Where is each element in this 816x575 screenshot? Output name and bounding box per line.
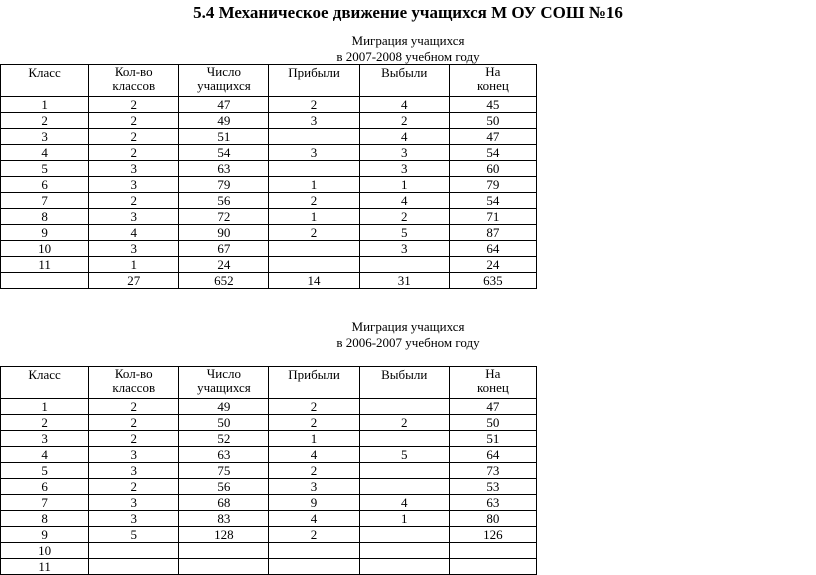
table-cell: 2 (359, 113, 449, 129)
table-cell: 8 (1, 511, 89, 527)
table-row (1, 479, 537, 495)
table-cell: 4 (1, 145, 89, 161)
table-cell: 64 (449, 447, 536, 463)
table-cell: 87 (449, 225, 536, 241)
table-cell: 1 (89, 257, 179, 273)
table-cell: 68 (179, 495, 269, 511)
table-cell: 10 (1, 543, 89, 559)
table-cell: 31 (359, 273, 449, 289)
table-cell: 3 (269, 479, 359, 495)
table1-caption-line1: Миграция учащихся (351, 33, 465, 48)
table-cell: 83 (179, 511, 269, 527)
migration-table-2006-2007 (0, 366, 537, 575)
table-cell: 72 (179, 209, 269, 225)
table-row (1, 97, 537, 113)
table-cell: 50 (449, 113, 536, 129)
table-cell: 49 (179, 399, 269, 415)
table-cell: 64 (449, 241, 536, 257)
table-cell: 54 (449, 193, 536, 209)
table-cell (89, 543, 179, 559)
table1-caption (0, 33, 816, 65)
table-cell: 71 (449, 209, 536, 225)
table1-caption-line2: в 2007-2008 учебном году (336, 49, 480, 64)
table-cell: 2 (269, 527, 359, 543)
table-cell: 4 (359, 495, 449, 511)
table2-caption (0, 319, 816, 351)
table-cell: 4 (359, 97, 449, 113)
table-cell: 63 (179, 161, 269, 177)
table-row (1, 113, 537, 129)
table-row (1, 129, 537, 145)
table-cell: 51 (179, 129, 269, 145)
table2-caption-line2: в 2006-2007 учебном году (336, 335, 480, 350)
table-row (1, 511, 537, 527)
table-cell (269, 559, 359, 575)
table-cell: 24 (449, 257, 536, 273)
table-cell: 1 (1, 97, 89, 113)
table-cell: 4 (359, 193, 449, 209)
table1-body (1, 65, 537, 289)
table-cell: 9 (269, 495, 359, 511)
column-header: Выбыли (359, 367, 449, 399)
table-cell: 9 (1, 527, 89, 543)
table-cell: 652 (179, 273, 269, 289)
column-header: Класс (1, 65, 89, 97)
table-cell: 2 (89, 113, 179, 129)
table-cell: 53 (449, 479, 536, 495)
table-row (1, 447, 537, 463)
table-cell: 2 (359, 209, 449, 225)
table-cell (269, 543, 359, 559)
table-cell (1, 273, 89, 289)
table-cell: 2 (269, 193, 359, 209)
table-cell: 2 (89, 415, 179, 431)
table-cell: 6 (1, 479, 89, 495)
table-cell (359, 399, 449, 415)
table2-caption-line1: Миграция учащихся (351, 319, 465, 334)
table-cell (359, 257, 449, 273)
column-header: На конец (449, 65, 536, 97)
table-cell: 50 (449, 415, 536, 431)
table-cell: 47 (449, 129, 536, 145)
table-cell (359, 559, 449, 575)
table-cell: 51 (449, 431, 536, 447)
table-cell: 47 (449, 399, 536, 415)
table-cell: 56 (179, 193, 269, 209)
column-header: Выбыли (359, 65, 449, 97)
table-cell: 3 (359, 161, 449, 177)
table-cell (359, 431, 449, 447)
table-cell: 56 (179, 479, 269, 495)
column-header: Число учащихся (179, 367, 269, 399)
table-cell: 24 (179, 257, 269, 273)
table-cell (179, 559, 269, 575)
column-header: Прибыли (269, 367, 359, 399)
table-cell: 3 (89, 241, 179, 257)
table-cell: 47 (179, 97, 269, 113)
table-cell (449, 543, 536, 559)
table-row (1, 399, 537, 415)
table-cell: 2 (89, 193, 179, 209)
table-cell: 2 (1, 113, 89, 129)
table-cell: 2 (89, 431, 179, 447)
table-row (1, 415, 537, 431)
table-cell: 1 (269, 177, 359, 193)
column-header: Кол-во классов (89, 367, 179, 399)
table-cell: 3 (89, 209, 179, 225)
table-cell: 1 (359, 511, 449, 527)
table-cell: 5 (359, 225, 449, 241)
table-row (1, 209, 537, 225)
table-row (1, 225, 537, 241)
table-cell: 635 (449, 273, 536, 289)
table-cell: 2 (269, 225, 359, 241)
table-cell: 3 (89, 177, 179, 193)
column-header: Кол-во классов (89, 65, 179, 97)
table-cell: 3 (359, 241, 449, 257)
table-cell: 14 (269, 273, 359, 289)
table-cell (269, 241, 359, 257)
table-cell: 54 (179, 145, 269, 161)
table-cell: 60 (449, 161, 536, 177)
table-cell: 75 (179, 463, 269, 479)
table-row (1, 431, 537, 447)
table-cell: 73 (449, 463, 536, 479)
table-cell: 126 (449, 527, 536, 543)
table-cell: 2 (269, 463, 359, 479)
table-cell: 79 (449, 177, 536, 193)
table-cell: 45 (449, 97, 536, 113)
table-row (1, 193, 537, 209)
table-cell (359, 479, 449, 495)
table-cell: 4 (269, 447, 359, 463)
table2-body (1, 367, 537, 575)
table-cell: 3 (89, 447, 179, 463)
table-cell: 2 (269, 97, 359, 113)
column-header: Класс (1, 367, 89, 399)
table-cell: 1 (269, 209, 359, 225)
table-cell: 7 (1, 193, 89, 209)
table-cell: 2 (89, 97, 179, 113)
header-row (1, 65, 537, 97)
table-cell: 3 (269, 145, 359, 161)
table-cell: 9 (1, 225, 89, 241)
table-cell: 4 (269, 511, 359, 527)
table-cell: 6 (1, 177, 89, 193)
table-cell: 1 (1, 399, 89, 415)
table-cell: 80 (449, 511, 536, 527)
table-cell: 2 (89, 129, 179, 145)
page-title: 5.4 Механическое движение учащихся М ОУ СОШ №16 (193, 3, 623, 22)
table-cell (359, 527, 449, 543)
column-header: На конец (449, 367, 536, 399)
table-cell: 2 (359, 415, 449, 431)
table-cell: 90 (179, 225, 269, 241)
table-cell: 49 (179, 113, 269, 129)
table-cell (89, 559, 179, 575)
table-row (1, 273, 537, 289)
table-cell: 3 (1, 431, 89, 447)
table-cell: 2 (89, 479, 179, 495)
table-cell: 2 (89, 145, 179, 161)
column-header: Число учащихся (179, 65, 269, 97)
table-cell: 10 (1, 241, 89, 257)
table-cell: 5 (89, 527, 179, 543)
table-cell: 3 (269, 113, 359, 129)
table-cell: 2 (269, 399, 359, 415)
table-cell: 3 (89, 161, 179, 177)
table-cell: 52 (179, 431, 269, 447)
header-row (1, 367, 537, 399)
table-cell (449, 559, 536, 575)
table-cell: 5 (1, 161, 89, 177)
table-cell (359, 463, 449, 479)
table-cell: 3 (89, 463, 179, 479)
table-cell: 1 (269, 431, 359, 447)
table-cell: 50 (179, 415, 269, 431)
table-cell: 79 (179, 177, 269, 193)
table-row (1, 257, 537, 273)
table-cell (269, 129, 359, 145)
table-cell (269, 257, 359, 273)
table-cell: 4 (89, 225, 179, 241)
table-cell (359, 543, 449, 559)
table-cell: 4 (1, 447, 89, 463)
table-cell: 3 (89, 511, 179, 527)
table-row (1, 241, 537, 257)
migration-table-2007-2008 (0, 64, 537, 289)
table-cell: 63 (179, 447, 269, 463)
table-row (1, 145, 537, 161)
table-row (1, 177, 537, 193)
table-cell: 3 (1, 129, 89, 145)
table-cell: 1 (359, 177, 449, 193)
table-cell: 5 (359, 447, 449, 463)
table-cell: 67 (179, 241, 269, 257)
table-cell: 2 (1, 415, 89, 431)
table-cell (179, 543, 269, 559)
table-cell: 5 (1, 463, 89, 479)
table-row (1, 543, 537, 559)
table-cell: 4 (359, 129, 449, 145)
table-cell: 8 (1, 209, 89, 225)
table-cell: 7 (1, 495, 89, 511)
table-cell: 3 (89, 495, 179, 511)
table-cell: 128 (179, 527, 269, 543)
table-cell: 63 (449, 495, 536, 511)
table-cell: 54 (449, 145, 536, 161)
table-cell: 11 (1, 559, 89, 575)
table-row (1, 463, 537, 479)
table-cell: 3 (359, 145, 449, 161)
table-row (1, 161, 537, 177)
table-row (1, 559, 537, 575)
table-cell (269, 161, 359, 177)
table-cell: 2 (269, 415, 359, 431)
table-cell: 27 (89, 273, 179, 289)
table-cell: 11 (1, 257, 89, 273)
table-row (1, 527, 537, 543)
column-header: Прибыли (269, 65, 359, 97)
table-row (1, 495, 537, 511)
table-cell: 2 (89, 399, 179, 415)
